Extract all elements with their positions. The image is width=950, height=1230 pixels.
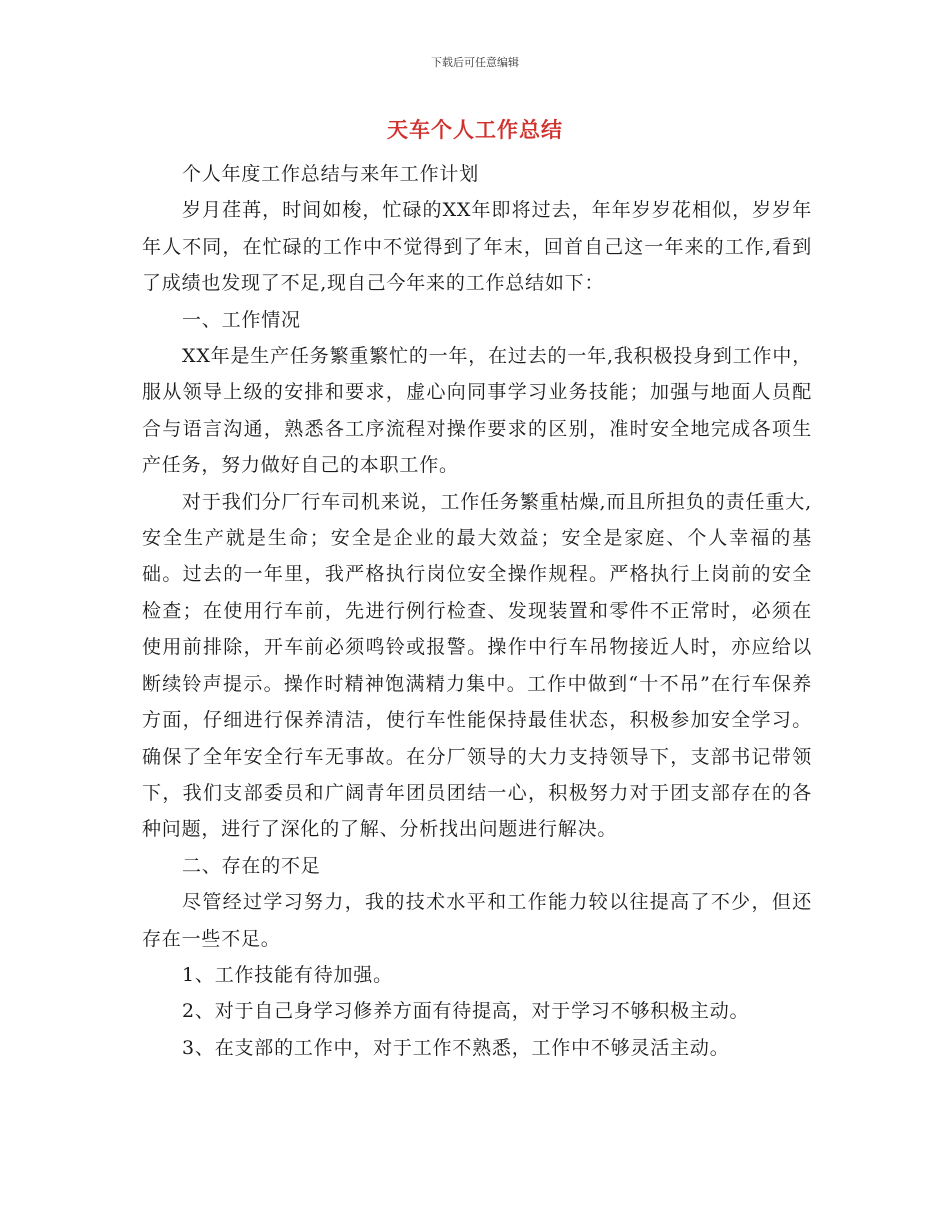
section-heading-shortcomings: 二、存在的不足 [182,854,321,877]
header-note: 下载后可任意编辑 [431,56,519,69]
list-item-1: 1、工作技能有待加强。 [182,963,393,986]
paragraph-work-1: XX年是生产任务繁重繁忙的一年，在过去的一年,我积极投身到工作中，服从领导上级的安排和要求，虚心向同事学习业务技能；加强与地面人员配合与语言沟通，熟悉各工序流程对操作要求的区别，准时安全地完成各项生产任务，努力做好自己的本职工作。 [142,345,812,477]
paragraph-subtitle: 个人年度工作总结与来年工作计划 [182,163,480,185]
section-heading-work: 一、工作情况 [182,308,301,331]
list-item-2: 2、对于自己身学习修养方面有待提高，对于学习不够积极主动。 [182,1000,750,1023]
paragraph-intro: 岁月荏苒，时间如梭，忙碌的XX年即将过去，年年岁岁花相似，岁岁年年人不同，在忙碌的工作中不觉得到了年末，回首自己这一年来的工作,看到了成绩也发现了不足,现自己今年来的工作总结如下： [142,199,812,295]
paragraph-shortcomings: 尽管经过学习努力，我的技术水平和工作能力较以往提高了不少，但还存在一些不足。 [142,891,812,950]
list-item-3: 3、在支部的工作中，对于工作不熟悉，工作中不够灵活主动。 [182,1036,730,1059]
paragraph-work-2: 对于我们分厂行车司机来说，工作任务繁重枯燥,而且所担负的责任重大,安全生产就是生命；安全是企业的最大效益；安全是家庭、个人幸福的基础。过去的一年里，我严格执行岗位安全操作规程。严格执行上岗前的安全检查；在使用行车前，先进行例行检查、发现装置和零件不正常时，必须在使用前排除，开车前必须鸣铃或报警。操作中行车吊物接近人时，亦应给以断续铃声提示。操作时精神饱满精力集中。工作中做到“十不吊”在行车保养方面，仔细进行保养清洁，使行车性能保持最佳状态，积极参加安全学习。确保了全年安全行车无事故。在分厂领导的大力支持领导下，支部书记带领下，我们支部委员和广阔青年团员团结一心，积极努力对于团支部存在的各种问题，进行了深化的了解、分析找出问题进行解决。 [142,490,812,841]
document-title: 天车个人工作总结 [387,117,563,142]
document-body [142,156,812,1066]
